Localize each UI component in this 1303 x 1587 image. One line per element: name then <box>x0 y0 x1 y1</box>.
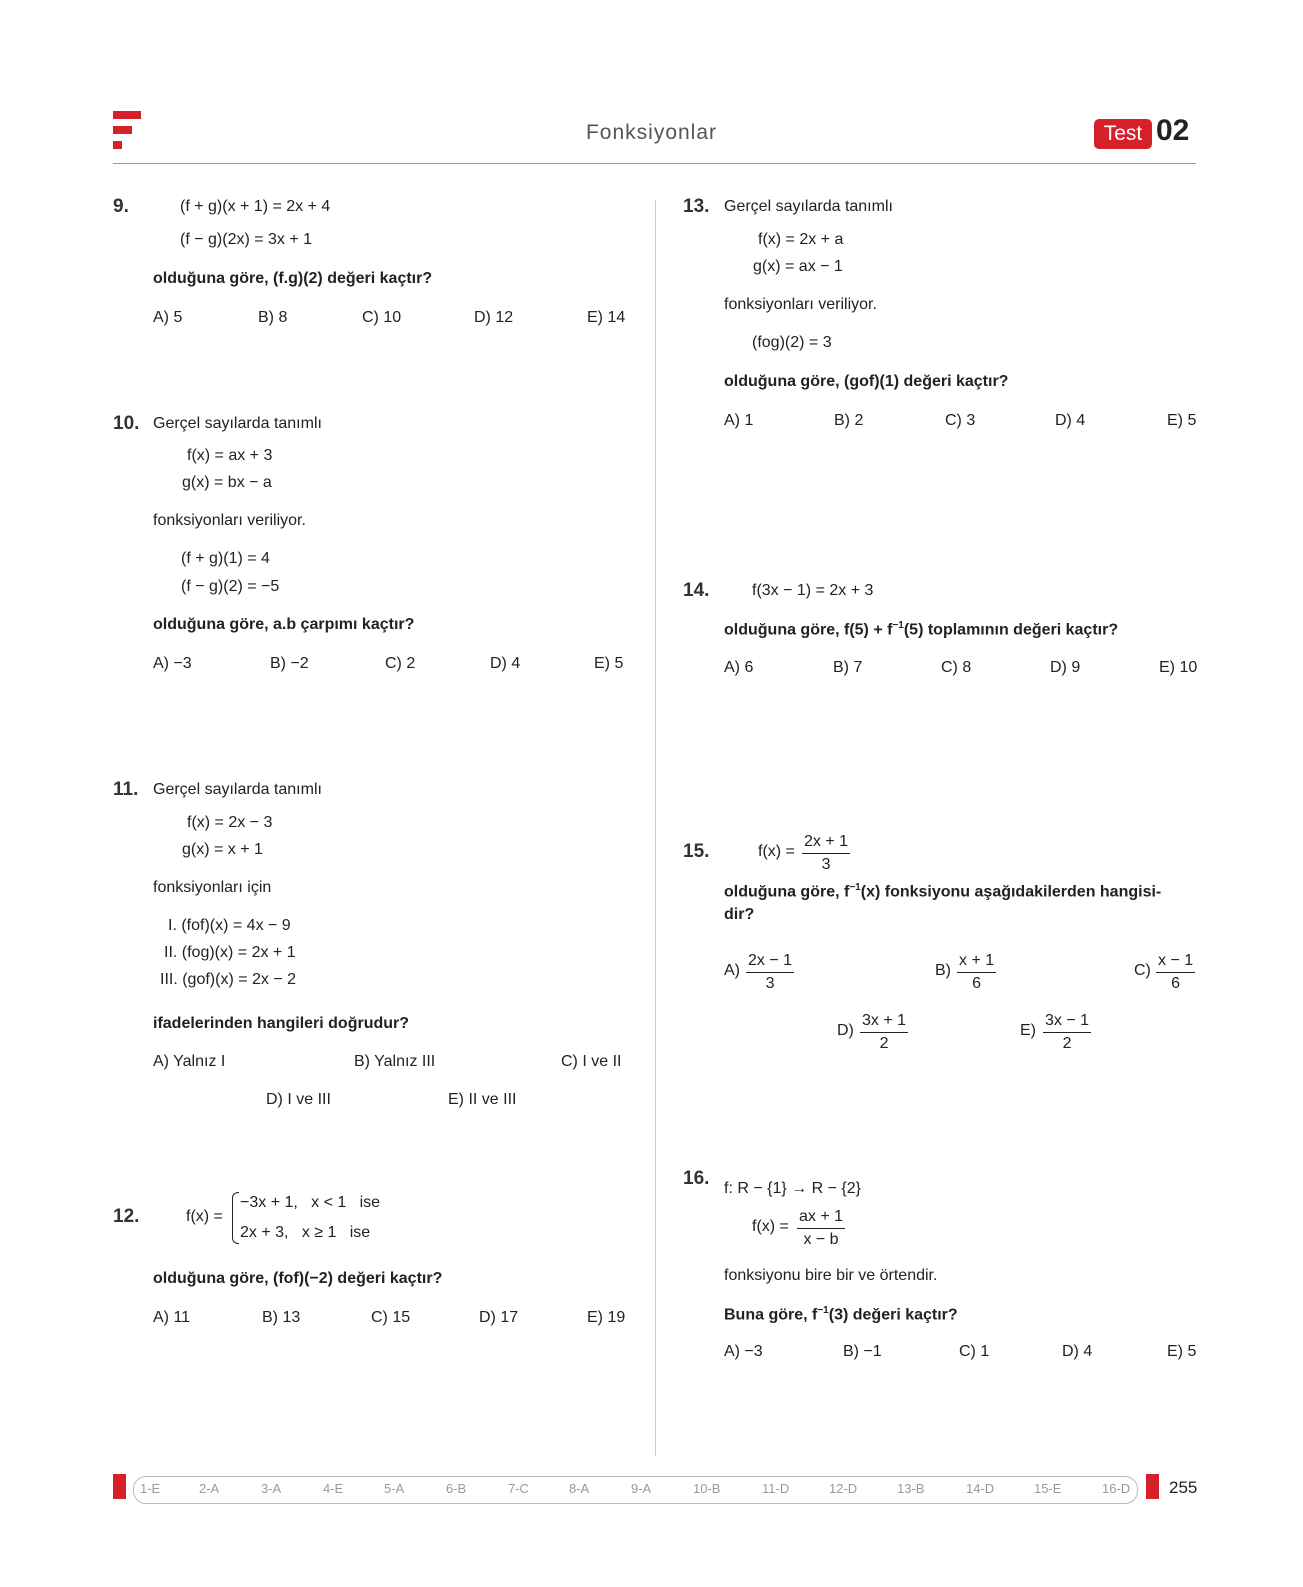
answer-option[interactable]: A) −3 <box>153 655 192 672</box>
denominator: 3 <box>765 975 775 992</box>
answer-option[interactable]: C) 8 <box>941 659 972 676</box>
answer-option-fraction[interactable] <box>746 950 794 995</box>
question-number: 14. <box>683 580 710 601</box>
given-text: fonksiyonu bire bir ve örtendir. <box>724 1267 938 1284</box>
question-text: olduğuna göre, (gof)(1) değeri kaçtır? <box>724 373 1009 390</box>
question-text-part: (3) değeri kaçtır? <box>828 1306 958 1324</box>
question-number: 12. <box>113 1206 140 1227</box>
piecewise-case: −3x + 1, x < 1 ise <box>240 1194 381 1211</box>
answer-key-item: 15-E <box>1034 1481 1062 1496</box>
question-text: dir? <box>724 906 755 923</box>
question-text <box>724 1305 958 1324</box>
answer-option[interactable]: D) 4 <box>1062 1343 1093 1360</box>
function-domain: f: R − {1} → R − {2} <box>724 1180 861 1197</box>
question-intro: Gerçel sayılarda tanımlı <box>153 415 322 432</box>
inverse-superscript: −1 <box>817 1305 829 1316</box>
answer-key-item: 14-D <box>966 1481 995 1496</box>
answer-option[interactable]: D) 12 <box>474 309 514 326</box>
denominator: 3 <box>821 856 831 873</box>
answer-key-item: 1-E <box>140 1481 161 1496</box>
condition: (f − g)(2) = −5 <box>181 578 280 595</box>
answer-key-item: 13-B <box>897 1481 925 1496</box>
footer-marker-right <box>1146 1474 1159 1499</box>
numerator: 3x + 1 <box>860 1010 908 1033</box>
answer-option[interactable]: B) Yalnız III <box>354 1053 436 1070</box>
answer-option[interactable]: D) 4 <box>490 655 521 672</box>
question-number: 13. <box>683 196 710 217</box>
piecewise-case: 2x + 3, x ≥ 1 ise <box>240 1224 371 1241</box>
answer-option-fraction[interactable] <box>1043 1010 1091 1055</box>
denominator: 2 <box>1062 1035 1072 1052</box>
given-text: fonksiyonları veriliyor. <box>724 296 877 313</box>
question-text-part: Buna göre, f <box>724 1306 818 1324</box>
function-definition: g(x) = bx − a <box>182 474 272 491</box>
denominator: 6 <box>972 975 982 992</box>
test-badge: Test <box>1094 119 1152 149</box>
answer-option[interactable]: A) 11 <box>153 1309 191 1326</box>
question-text: olduğuna göre, a.b çarpımı kaçtır? <box>153 616 415 633</box>
numerator: 2x + 1 <box>802 831 850 854</box>
answer-option[interactable]: D) 4 <box>1055 412 1086 429</box>
condition: (f + g)(1) = 4 <box>181 550 270 567</box>
question-text <box>724 882 1161 901</box>
answer-option[interactable]: B) 8 <box>258 309 288 326</box>
question-intro: Gerçel sayılarda tanımlı <box>724 198 893 215</box>
answer-option-fraction[interactable] <box>1156 950 1195 995</box>
answer-option[interactable]: E) 5 <box>1167 1343 1197 1360</box>
answer-option[interactable]: E) 5 <box>594 655 624 672</box>
answer-option[interactable]: A) Yalnız I <box>153 1053 226 1070</box>
answer-option[interactable]: A) 6 <box>724 659 754 676</box>
answer-option-label[interactable]: E) <box>1020 1022 1036 1039</box>
piecewise-brace <box>232 1192 239 1244</box>
given-text: fonksiyonları veriliyor. <box>153 512 306 529</box>
statement: III. (gof)(x) = 2x − 2 <box>160 971 297 988</box>
fraction <box>802 831 850 876</box>
answer-option[interactable]: A) 1 <box>724 412 754 429</box>
answer-option[interactable]: E) 19 <box>587 1309 626 1326</box>
answer-option[interactable]: E) 5 <box>1167 412 1197 429</box>
question-text-part: olduğuna göre, f <box>724 883 850 901</box>
answer-option-label[interactable]: A) <box>724 962 740 979</box>
answer-option[interactable]: B) 13 <box>262 1309 301 1326</box>
answer-option[interactable]: C) 15 <box>371 1309 411 1326</box>
answer-option[interactable]: C) 3 <box>945 412 976 429</box>
answer-option[interactable]: D) I ve III <box>266 1091 331 1108</box>
answer-option[interactable]: C) 2 <box>385 655 416 672</box>
function-definition: f(x) = ax + 3 <box>187 447 273 464</box>
answer-option[interactable]: C) 10 <box>362 309 402 326</box>
question-text-part: (x) fonksiyonu aşağıdakilerden hangisi- <box>860 883 1162 901</box>
inverse-superscript: −1 <box>849 882 861 893</box>
footer-marker-left <box>113 1474 126 1499</box>
question-number: 9. <box>113 196 129 217</box>
test-number: 02 <box>1156 114 1190 147</box>
answer-option[interactable]: B) 7 <box>833 659 863 676</box>
question-text <box>724 620 1118 639</box>
question-number: 16. <box>683 1168 710 1189</box>
answer-option[interactable]: B) −1 <box>843 1343 882 1360</box>
answer-key-item: 9-A <box>631 1481 652 1496</box>
answer-option-label[interactable]: D) <box>837 1022 854 1039</box>
numerator: x − 1 <box>1156 950 1195 973</box>
answer-key-item: 3-A <box>261 1481 282 1496</box>
answer-option[interactable]: A) 5 <box>153 309 183 326</box>
equation: (f − g)(2x) = 3x + 1 <box>180 231 313 248</box>
function-definition: g(x) = ax − 1 <box>753 258 843 275</box>
statement: II. (fog)(x) = 2x + 1 <box>164 944 296 961</box>
question-intro: Gerçel sayılarda tanımlı <box>153 781 322 798</box>
answer-option[interactable]: E) 10 <box>1159 659 1198 676</box>
question-number: 15. <box>683 841 710 862</box>
answer-option[interactable]: A) −3 <box>724 1343 763 1360</box>
answer-key-item: 4-E <box>323 1481 344 1496</box>
equation: (f + g)(x + 1) = 2x + 4 <box>180 198 331 215</box>
answer-key-item: 16-D <box>1102 1481 1131 1496</box>
fraction <box>797 1206 845 1251</box>
numerator: 3x − 1 <box>1043 1010 1091 1033</box>
answer-option[interactable]: C) 1 <box>959 1343 990 1360</box>
function-definition: f(x) = 2x + a <box>758 231 844 248</box>
function-lhs: f(x) = <box>752 1218 789 1235</box>
denominator: 6 <box>1171 975 1181 992</box>
function-lhs: f(x) = <box>186 1208 223 1225</box>
answer-option[interactable]: E) II ve III <box>448 1091 517 1108</box>
equation: f(3x − 1) = 2x + 3 <box>752 582 874 599</box>
answer-key-item: 12-D <box>829 1481 858 1496</box>
question-text: ifadelerinden hangileri doğrudur? <box>153 1015 410 1032</box>
answer-option[interactable]: D) 9 <box>1050 659 1081 676</box>
question-text-part: (5) toplamının değeri kaçtır? <box>903 621 1119 639</box>
page-number: 255 <box>1169 1478 1198 1497</box>
numerator: 2x − 1 <box>746 950 794 973</box>
answer-option-fraction[interactable] <box>860 1010 908 1055</box>
question-text: olduğuna göre, (f.g)(2) değeri kaçtır? <box>153 270 433 287</box>
answer-key-item: 8-A <box>569 1481 590 1496</box>
answer-option[interactable]: E) 14 <box>587 309 626 326</box>
answer-key-item: 7-C <box>508 1481 529 1496</box>
answer-option-label[interactable]: B) <box>935 962 951 979</box>
answer-option-label[interactable]: C) <box>1134 962 1151 979</box>
answer-option[interactable]: B) 2 <box>834 412 864 429</box>
answer-key-item: 11-D <box>762 1481 790 1496</box>
function-lhs: f(x) = <box>758 843 795 860</box>
header-divider <box>113 163 1196 164</box>
question-text-part: olduğuna göre, f(5) + f <box>724 621 893 639</box>
denominator: 2 <box>879 1035 889 1052</box>
denominator: x − b <box>803 1231 839 1248</box>
condition: (fog)(2) = 3 <box>752 334 832 351</box>
function-definition: g(x) = x + 1 <box>182 841 263 858</box>
question-number: 10. <box>113 413 140 434</box>
answer-option[interactable]: B) −2 <box>270 655 309 672</box>
page-title: Fonksiyonlar <box>585 121 718 144</box>
answer-key-item: 10-B <box>693 1481 721 1496</box>
answer-key-item: 6-B <box>446 1481 467 1496</box>
answer-key-item: 5-A <box>384 1481 405 1496</box>
answer-option[interactable]: D) 17 <box>479 1309 519 1326</box>
answer-option[interactable]: C) I ve II <box>561 1053 622 1070</box>
question-text: olduğuna göre, (fof)(−2) değeri kaçtır? <box>153 1270 443 1287</box>
statement: I. (fof)(x) = 4x − 9 <box>168 917 291 934</box>
given-text: fonksiyonları için <box>153 879 272 896</box>
answer-key-item: 2-A <box>199 1481 220 1496</box>
question-number: 11. <box>113 779 139 800</box>
function-definition: f(x) = 2x − 3 <box>187 814 273 831</box>
numerator: x + 1 <box>957 950 996 973</box>
answer-option-fraction[interactable] <box>957 950 996 995</box>
column-divider <box>655 200 656 1456</box>
logo-bar-top <box>113 111 141 119</box>
numerator: ax + 1 <box>797 1206 845 1229</box>
inverse-superscript: −1 <box>892 620 904 631</box>
